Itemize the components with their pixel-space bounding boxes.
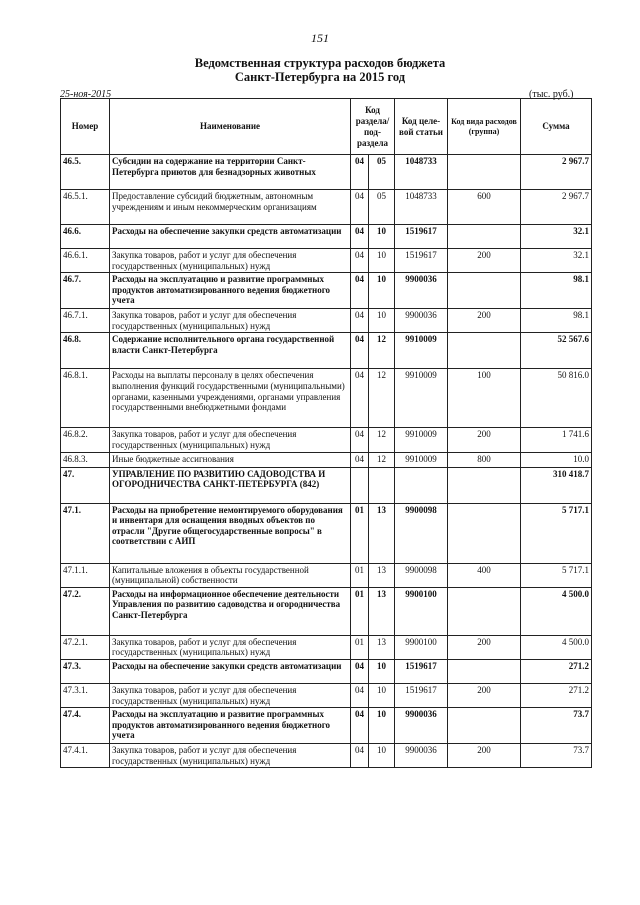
- row-name: Расходы на эксплуатацию и развитие программных продуктов автоматизированного ведения бюджетного учета: [110, 708, 351, 744]
- row-number: 46.6.1.: [61, 249, 110, 273]
- row-article: 9910009: [395, 452, 448, 467]
- row-article: 1519617: [395, 249, 448, 273]
- row-name: Закупка товаров, работ и услуг для обеспечения государственных (муниципальных) нужд: [110, 635, 351, 659]
- row-sum: 310 418.7: [521, 467, 592, 503]
- row-section: 04: [351, 190, 369, 225]
- row-expense-kind: [448, 155, 521, 190]
- row-sum: 2 967.7: [521, 155, 592, 190]
- row-expense-kind: [448, 225, 521, 249]
- table-row: [61, 155, 592, 190]
- row-name: Расходы на информационное обеспечение деятельности Управления по развитию садоводства и огородничества Санкт-Петербурга: [110, 587, 351, 635]
- row-section: 04: [351, 708, 369, 744]
- row-name: Закупка товаров, работ и услуг для обеспечения государственных (муниципальных) нужд: [110, 309, 351, 333]
- row-article: 1519617: [395, 683, 448, 707]
- row-sum: 2 967.7: [521, 190, 592, 225]
- row-expense-kind: [448, 708, 521, 744]
- row-number: 46.6.: [61, 225, 110, 249]
- row-article: 9910009: [395, 428, 448, 452]
- row-sum: 4 500.0: [521, 635, 592, 659]
- row-article: 9900098: [395, 503, 448, 563]
- document-title: [0, 56, 640, 84]
- row-article: 9900036: [395, 708, 448, 744]
- row-number: 47.1.: [61, 503, 110, 563]
- header-section-code: Код раздела/ под- раздела: [351, 99, 395, 155]
- table-row: [61, 744, 592, 768]
- row-subsection: 12: [369, 452, 395, 467]
- row-article: 1519617: [395, 225, 448, 249]
- row-subsection: 10: [369, 273, 395, 309]
- row-subsection: 10: [369, 225, 395, 249]
- row-subsection: 10: [369, 683, 395, 707]
- row-expense-kind: 200: [448, 683, 521, 707]
- row-name: УПРАВЛЕНИЕ ПО РАЗВИТИЮ САДОВОДСТВА И ОГОРОДНИЧЕСТВА САНКТ-ПЕТЕРБУРГА (842): [110, 467, 351, 503]
- row-article: 9910009: [395, 333, 448, 369]
- row-name: Капитальные вложения в объекты государственной (муниципальной) собственности: [110, 563, 351, 587]
- row-name: Расходы на обеспечение закупки средств автоматизации: [110, 659, 351, 683]
- row-sum: 271.2: [521, 659, 592, 683]
- row-section: 04: [351, 428, 369, 452]
- row-section: 04: [351, 225, 369, 249]
- row-expense-kind: [448, 273, 521, 309]
- row-sum: 73.7: [521, 744, 592, 768]
- row-name: Содержание исполнительного органа государственной власти Санкт-Петербурга: [110, 333, 351, 369]
- row-name: Закупка товаров, работ и услуг для обеспечения государственных (муниципальных) нужд: [110, 249, 351, 273]
- title-line-1: Ведомственная структура расходов бюджета: [194, 56, 446, 70]
- row-subsection: 13: [369, 635, 395, 659]
- row-subsection: 12: [369, 333, 395, 369]
- table-row: [61, 428, 592, 452]
- title-line-2: Санкт-Петербурга на 2015 год: [234, 70, 406, 84]
- row-sum: 4 500.0: [521, 587, 592, 635]
- table-row: [61, 635, 592, 659]
- row-name: Закупка товаров, работ и услуг для обеспечения государственных (муниципальных) нужд: [110, 683, 351, 707]
- row-expense-kind: 200: [448, 428, 521, 452]
- row-number: 46.8.1.: [61, 369, 110, 428]
- row-number: 47.1.1.: [61, 563, 110, 587]
- row-article: 1048733: [395, 190, 448, 225]
- row-number: 47.4.: [61, 708, 110, 744]
- row-section: 01: [351, 563, 369, 587]
- row-article: 9900098: [395, 563, 448, 587]
- table-header-row: [61, 99, 592, 155]
- document-date: 25-ноя-2015: [60, 89, 112, 100]
- row-section: [351, 467, 369, 503]
- row-number: 47.4.1.: [61, 744, 110, 768]
- row-article: 9900100: [395, 587, 448, 635]
- row-name: Субсидии на содержание на территории Санкт-Петербурга приютов для безнадзорных животных: [110, 155, 351, 190]
- row-article: 9900036: [395, 273, 448, 309]
- row-sum: 52 567.6: [521, 333, 592, 369]
- row-subsection: 10: [369, 249, 395, 273]
- row-expense-kind: [448, 333, 521, 369]
- row-name: Расходы на приобретение немонтируемого оборудования и инвентаря для оснащения вводных объектов по отрасли "Другие общегосударственные вопросы" в соответствии с АИП: [110, 503, 351, 563]
- row-subsection: 10: [369, 309, 395, 333]
- row-subsection: 13: [369, 503, 395, 563]
- row-section: 01: [351, 587, 369, 635]
- row-section: 01: [351, 503, 369, 563]
- row-expense-kind: 200: [448, 249, 521, 273]
- row-subsection: [369, 467, 395, 503]
- row-expense-kind: 600: [448, 190, 521, 225]
- table-row: [61, 190, 592, 225]
- row-subsection: 12: [369, 369, 395, 428]
- row-article: 9900036: [395, 309, 448, 333]
- row-number: 46.8.2.: [61, 428, 110, 452]
- row-number: 47.3.1.: [61, 683, 110, 707]
- row-subsection: 05: [369, 155, 395, 190]
- row-section: 04: [351, 744, 369, 768]
- row-section: 04: [351, 155, 369, 190]
- row-sum: 5 717.1: [521, 503, 592, 563]
- row-article: 1519617: [395, 659, 448, 683]
- row-section: 04: [351, 249, 369, 273]
- row-number: 47.2.: [61, 587, 110, 635]
- row-subsection: 12: [369, 428, 395, 452]
- row-name: Иные бюджетные ассигнования: [110, 452, 351, 467]
- row-expense-kind: [448, 503, 521, 563]
- row-number: 46.8.3.: [61, 452, 110, 467]
- row-expense-kind: [448, 467, 521, 503]
- row-section: 04: [351, 683, 369, 707]
- table-row: [61, 503, 592, 563]
- row-expense-kind: 200: [448, 744, 521, 768]
- row-sum: 10.0: [521, 452, 592, 467]
- row-section: 04: [351, 659, 369, 683]
- row-name: Предоставление субсидий бюджетным, автономным учреждениям и иным некоммерческим организациям: [110, 190, 351, 225]
- header-name: Наименование: [110, 99, 351, 155]
- table-row: [61, 225, 592, 249]
- row-sum: 73.7: [521, 708, 592, 744]
- header-expense-kind: Код вида расходов (группа): [448, 99, 521, 155]
- table-row: [61, 249, 592, 273]
- row-sum: 32.1: [521, 249, 592, 273]
- currency-unit: (тыс. руб.): [529, 89, 574, 100]
- page-number: 151: [311, 31, 329, 45]
- row-expense-kind: 200: [448, 309, 521, 333]
- row-expense-kind: 400: [448, 563, 521, 587]
- row-expense-kind: [448, 587, 521, 635]
- row-section: 04: [351, 452, 369, 467]
- header-sum: Сумма: [521, 99, 592, 155]
- table-row: [61, 467, 592, 503]
- budget-table: [60, 98, 592, 768]
- table-row: [61, 683, 592, 707]
- row-subsection: 05: [369, 190, 395, 225]
- row-article: 9910009: [395, 369, 448, 428]
- row-expense-kind: 800: [448, 452, 521, 467]
- row-subsection: 13: [369, 563, 395, 587]
- table-row: [61, 708, 592, 744]
- row-section: 04: [351, 273, 369, 309]
- row-number: 46.7.: [61, 273, 110, 309]
- row-section: 04: [351, 309, 369, 333]
- row-subsection: 13: [369, 587, 395, 635]
- table-row: [61, 369, 592, 428]
- row-sum: 32.1: [521, 225, 592, 249]
- row-article: 9900100: [395, 635, 448, 659]
- row-name: Расходы на обеспечение закупки средств автоматизации: [110, 225, 351, 249]
- row-number: 47.3.: [61, 659, 110, 683]
- row-section: 01: [351, 635, 369, 659]
- table-row: [61, 273, 592, 309]
- row-section: 04: [351, 369, 369, 428]
- row-name: Закупка товаров, работ и услуг для обеспечения государственных (муниципальных) нужд: [110, 744, 351, 768]
- table-row: [61, 452, 592, 467]
- row-number: 47.: [61, 467, 110, 503]
- row-sum: 1 741.6: [521, 428, 592, 452]
- row-subsection: 10: [369, 659, 395, 683]
- row-subsection: 10: [369, 708, 395, 744]
- row-article: 1048733: [395, 155, 448, 190]
- table-row: [61, 563, 592, 587]
- row-sum: 98.1: [521, 273, 592, 309]
- row-sum: 5 717.1: [521, 563, 592, 587]
- row-number: 46.5.: [61, 155, 110, 190]
- row-name: Закупка товаров, работ и услуг для обеспечения государственных (муниципальных) нужд: [110, 428, 351, 452]
- header-article-code: Код целе- вой статьи: [395, 99, 448, 155]
- row-expense-kind: 100: [448, 369, 521, 428]
- row-number: 46.5.1.: [61, 190, 110, 225]
- row-name: Расходы на эксплуатацию и развитие программных продуктов автоматизированного ведения бюджетного учета: [110, 273, 351, 309]
- row-name: Расходы на выплаты персоналу в целях обеспечения выполнения функций государственными (муниципальными) органами, казенными учреждениями, органами управления государственными внебюджетными фондами: [110, 369, 351, 428]
- header-number: Номер: [61, 99, 110, 155]
- row-expense-kind: 200: [448, 635, 521, 659]
- row-expense-kind: [448, 659, 521, 683]
- table-row: [61, 587, 592, 635]
- table-row: [61, 333, 592, 369]
- row-sum: 50 816.0: [521, 369, 592, 428]
- row-number: 47.2.1.: [61, 635, 110, 659]
- row-subsection: 10: [369, 744, 395, 768]
- table-row: [61, 309, 592, 333]
- row-article: 9900036: [395, 744, 448, 768]
- row-number: 46.8.: [61, 333, 110, 369]
- row-sum: 271.2: [521, 683, 592, 707]
- table-row: [61, 659, 592, 683]
- row-sum: 98.1: [521, 309, 592, 333]
- row-section: 04: [351, 333, 369, 369]
- row-article: [395, 467, 448, 503]
- row-number: 46.7.1.: [61, 309, 110, 333]
